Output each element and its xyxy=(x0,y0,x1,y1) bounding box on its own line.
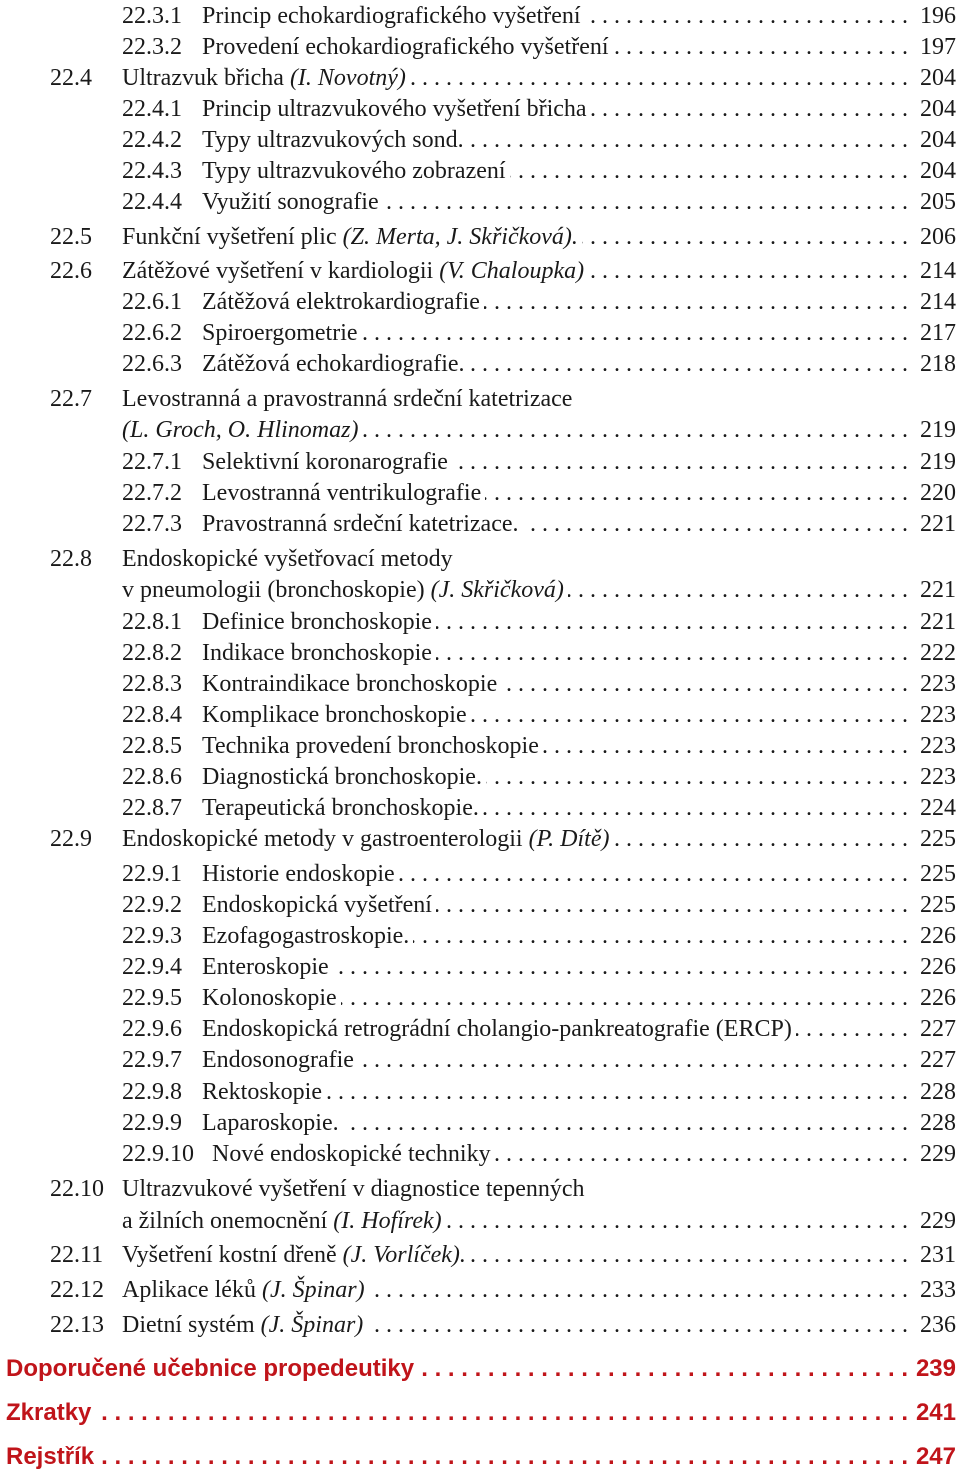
section-title: Nové endoskopické techniky xyxy=(212,1141,491,1167)
toc-entry[interactable] xyxy=(122,1076,956,1108)
page-number: 223 xyxy=(920,702,956,728)
dot-leader xyxy=(362,414,908,446)
section-title: Ultrazvuk břicha (I. Novotný) xyxy=(122,65,406,91)
toc-entry[interactable] xyxy=(122,446,956,478)
section-number: 22.9.1 xyxy=(122,861,182,887)
toc-entry[interactable] xyxy=(50,543,956,575)
section-number: 22.7.3 xyxy=(122,511,182,537)
section-title: Využití sonografie xyxy=(202,189,379,215)
section-title: Diagnostická bronchoskopie. xyxy=(202,764,482,790)
page-number: 214 xyxy=(920,289,956,315)
page-number: 223 xyxy=(920,733,956,759)
toc-entry[interactable] xyxy=(50,1309,956,1341)
page-number: 219 xyxy=(920,417,956,443)
toc-entry[interactable] xyxy=(122,606,956,638)
section-number: 22.10 xyxy=(50,1176,104,1202)
section-number: 22.9.10 xyxy=(122,1141,194,1167)
dot-leader xyxy=(585,0,908,32)
section-number: 22.6 xyxy=(50,258,92,284)
dot-leader xyxy=(343,1107,908,1139)
section-number: 22.5 xyxy=(50,224,92,250)
toc-entry[interactable] xyxy=(122,477,956,509)
toc-entry[interactable] xyxy=(122,668,956,700)
dot-leader xyxy=(452,446,908,478)
dot-leader xyxy=(367,1309,908,1341)
toc-entry[interactable] xyxy=(122,317,956,349)
section-number: 22.11 xyxy=(50,1242,104,1268)
section-number: 22.8.5 xyxy=(122,733,182,759)
toc-entry[interactable] xyxy=(122,1107,956,1139)
section-title: Zátěžové vyšetření v kardiologii (V. Chaloupka) xyxy=(122,258,585,284)
toc-entry[interactable] xyxy=(122,858,956,890)
toc-entry[interactable] xyxy=(50,62,956,94)
section-title: Selektivní koronarografie xyxy=(202,449,448,475)
dot-leader xyxy=(341,982,908,1014)
section-title: Endoskopické metody v gastroenterologii (P. Dítě) xyxy=(122,826,610,852)
section-number: 22.8.4 xyxy=(122,702,182,728)
page-number: 196 xyxy=(920,3,956,29)
toc-entry[interactable] xyxy=(6,1397,956,1437)
section-title: Komplikace bronchoskopie xyxy=(202,702,467,728)
section-title: Laparoskopie. xyxy=(202,1110,339,1136)
dot-leader xyxy=(485,477,908,509)
section-title: Typy ultrazvukového zobrazení xyxy=(202,158,506,184)
toc-entry[interactable] xyxy=(122,1044,956,1076)
toc-entry[interactable] xyxy=(122,792,956,824)
section-title xyxy=(122,414,358,446)
section-number: 22.4.2 xyxy=(122,127,182,153)
section-title: Indikace bronchoskopie xyxy=(202,640,432,666)
section-number: 22.9.8 xyxy=(122,1079,182,1105)
section-title: Ultrazvukové vyšetření v diagnostice tepenných xyxy=(122,1176,585,1202)
section-number: 22.8 xyxy=(50,546,92,572)
dot-leader xyxy=(362,317,908,349)
section-title: Endosonografie xyxy=(202,1047,354,1073)
section-title: Ezofagogastroskopie. xyxy=(202,923,410,949)
dot-leader xyxy=(418,1353,908,1385)
section-number: 22.8.3 xyxy=(122,671,182,697)
dot-leader xyxy=(469,348,908,380)
toc-entry[interactable] xyxy=(122,155,956,187)
dot-leader xyxy=(483,792,908,824)
section-title: Princip echokardiografického vyšetření xyxy=(202,3,581,29)
toc-entry[interactable] xyxy=(122,951,956,983)
toc-entry[interactable] xyxy=(50,1205,956,1237)
toc-entry[interactable] xyxy=(122,889,956,921)
section-number: 22.6.2 xyxy=(122,320,182,346)
page-number: 223 xyxy=(920,671,956,697)
section-title: v pneumologii (bronchoskopie) (J. Skřičková) xyxy=(122,577,564,603)
toc-entry[interactable] xyxy=(122,508,956,540)
section-title: Terapeutická bronchoskopie. xyxy=(202,795,479,821)
dot-leader xyxy=(369,1274,908,1306)
page-number: 214 xyxy=(920,258,956,284)
section-title: Levostranná ventrikulografie xyxy=(202,480,482,506)
page-number: 206 xyxy=(920,224,956,250)
section-number: 22.4.4 xyxy=(122,189,182,215)
section-title: a žilních onemocnění (I. Hofírek) xyxy=(122,1208,442,1234)
section-title: Definice bronchoskopie xyxy=(202,609,432,635)
page-number: 229 xyxy=(920,1141,956,1167)
section-number: 22.8.1 xyxy=(122,609,182,635)
dot-leader xyxy=(588,255,908,287)
section-number: 22.9.7 xyxy=(122,1047,182,1073)
toc-entry[interactable] xyxy=(6,1441,956,1481)
section-author: (I. Hofírek) xyxy=(333,1208,442,1234)
toc-entry[interactable] xyxy=(50,383,956,415)
section-number: 22.4 xyxy=(50,65,92,91)
section-title: Typy ultrazvukových sond. xyxy=(202,127,464,153)
section-title: Kontraindikace bronchoskopie xyxy=(202,671,498,697)
dot-leader xyxy=(470,1239,908,1271)
page-number: 236 xyxy=(920,1312,956,1338)
page-number: 222 xyxy=(920,640,956,666)
section-number: 22.12 xyxy=(50,1277,104,1303)
section-number: 22.9.6 xyxy=(122,1016,182,1042)
page-number: 229 xyxy=(920,1208,956,1234)
page-number: 239 xyxy=(915,1355,956,1382)
section-author: (V. Chaloupka) xyxy=(439,258,585,284)
dot-leader xyxy=(446,1205,908,1237)
section-number: 22.9.9 xyxy=(122,1110,182,1136)
toc-entry[interactable] xyxy=(50,255,956,287)
section-title: Endoskopická vyšetření xyxy=(202,892,432,918)
section-author: (J. Skřičková) xyxy=(430,577,564,603)
section-number: 22.8.7 xyxy=(122,795,182,821)
toc-entry[interactable] xyxy=(122,286,956,318)
section-title: Levostranná a pravostranná srdeční katetrizace xyxy=(122,386,573,412)
page-number: 226 xyxy=(920,985,956,1011)
section-number: 22.9.5 xyxy=(122,985,182,1011)
section-title: Rejstřík xyxy=(6,1443,95,1470)
section-number: 22.6.3 xyxy=(122,351,182,377)
section-author: (J. Špinar) xyxy=(260,1312,364,1338)
dot-leader xyxy=(326,1076,908,1108)
toc-entry[interactable] xyxy=(122,1138,956,1170)
toc-entry[interactable] xyxy=(50,1239,956,1271)
section-title: Provedení echokardiografického vyšetření xyxy=(202,34,609,60)
page-number: 221 xyxy=(920,511,956,537)
section-title: Kolonoskopie xyxy=(202,985,337,1011)
section-title: Zkratky xyxy=(6,1399,92,1426)
dot-leader xyxy=(436,889,908,921)
page-number: 223 xyxy=(920,764,956,790)
page-number: 197 xyxy=(920,34,956,60)
page-number: 220 xyxy=(920,480,956,506)
toc-entry[interactable] xyxy=(122,920,956,952)
section-title: Rektoskopie xyxy=(202,1079,322,1105)
page-number: 204 xyxy=(920,65,956,91)
page-number: 226 xyxy=(920,923,956,949)
page-number: 228 xyxy=(920,1110,956,1136)
page-number: 225 xyxy=(920,826,956,852)
dot-leader xyxy=(543,730,908,762)
toc-entry[interactable] xyxy=(50,823,956,855)
section-title: Spiroergometrie xyxy=(202,320,358,346)
page-number: 218 xyxy=(920,351,956,377)
dot-leader xyxy=(591,93,908,125)
section-title: Endoskopické vyšetřovací metody xyxy=(122,546,453,572)
page-number: 205 xyxy=(920,189,956,215)
toc-entry[interactable] xyxy=(122,761,956,793)
page-number: 225 xyxy=(920,892,956,918)
toc-entry[interactable] xyxy=(122,699,956,731)
section-title: Technika provedení bronchoskopie xyxy=(202,733,539,759)
page-number: 241 xyxy=(915,1399,956,1426)
dot-leader xyxy=(582,221,908,253)
section-title: Princip ultrazvukového vyšetření břicha xyxy=(202,96,587,122)
section-title: Aplikace léků (J. Špinar) xyxy=(122,1277,365,1303)
dot-leader xyxy=(358,1044,908,1076)
section-number: 22.3.1 xyxy=(122,3,182,29)
toc-entry[interactable] xyxy=(122,1013,956,1045)
section-number: 22.9.4 xyxy=(122,954,182,980)
dot-leader xyxy=(436,637,908,669)
section-number: 22.6.1 xyxy=(122,289,182,315)
page-number: 204 xyxy=(920,127,956,153)
toc-entry[interactable] xyxy=(122,93,956,125)
page-number: 217 xyxy=(920,320,956,346)
page-number: 231 xyxy=(920,1242,956,1268)
page-number: 204 xyxy=(920,96,956,122)
dot-leader xyxy=(410,62,908,94)
page-number: 221 xyxy=(920,577,956,603)
dot-leader xyxy=(523,508,908,540)
dot-leader xyxy=(436,606,908,638)
section-number: 22.9 xyxy=(50,826,92,852)
dot-leader xyxy=(399,858,908,890)
dot-leader xyxy=(98,1441,908,1473)
section-number: 22.13 xyxy=(50,1312,104,1338)
page-number: 247 xyxy=(915,1443,956,1470)
toc-entry[interactable] xyxy=(50,414,956,446)
section-author: (L. Groch, O. Hlinomaz) xyxy=(122,417,359,443)
toc-entry[interactable] xyxy=(122,186,956,218)
section-title: Enteroskopie xyxy=(202,954,329,980)
dot-leader xyxy=(613,31,908,63)
dot-leader xyxy=(510,155,908,187)
toc-entry[interactable] xyxy=(6,1353,956,1393)
page-number: 225 xyxy=(920,861,956,887)
toc-entry[interactable] xyxy=(50,221,956,253)
dot-leader xyxy=(484,286,908,318)
section-author: (J. Špinar) xyxy=(261,1277,365,1303)
toc-entry[interactable] xyxy=(122,348,956,380)
section-number: 22.7.1 xyxy=(122,449,182,475)
section-title: Historie endoskopie xyxy=(202,861,395,887)
page-number: 224 xyxy=(920,795,956,821)
section-title: Doporučené učebnice propedeutiky xyxy=(6,1355,415,1382)
dot-leader xyxy=(495,1138,908,1170)
toc-entry[interactable] xyxy=(50,574,956,606)
section-number: 22.4.1 xyxy=(122,96,182,122)
toc-entry[interactable] xyxy=(122,0,956,32)
section-title: Zátěžová echokardiografie. xyxy=(202,351,465,377)
dot-leader xyxy=(413,920,908,952)
section-title: Pravostranná srdeční katetrizace. xyxy=(202,511,519,537)
dot-leader xyxy=(613,823,908,855)
page-number: 227 xyxy=(920,1047,956,1073)
section-number: 22.9.3 xyxy=(122,923,182,949)
page-number: 228 xyxy=(920,1079,956,1105)
toc-entry[interactable] xyxy=(50,1173,956,1205)
section-author: (I. Novotný) xyxy=(289,65,406,91)
dot-leader xyxy=(796,1013,908,1045)
section-author: (J. Vorlíček). xyxy=(342,1242,466,1268)
section-author: (Z. Merta, J. Skřičková). xyxy=(342,224,578,250)
toc-entry[interactable] xyxy=(122,982,956,1014)
page-number: 221 xyxy=(920,609,956,635)
page-number: 233 xyxy=(920,1277,956,1303)
toc-entry[interactable] xyxy=(122,31,956,63)
section-author: (P. Dítě) xyxy=(528,826,610,852)
section-number: 22.8.6 xyxy=(122,764,182,790)
section-number: 22.4.3 xyxy=(122,158,182,184)
section-number: 22.8.2 xyxy=(122,640,182,666)
section-number: 22.7.2 xyxy=(122,480,182,506)
dot-leader xyxy=(95,1397,908,1429)
dot-leader xyxy=(568,574,908,606)
section-title: Dietní systém (J. Špinar) xyxy=(122,1312,364,1338)
section-number: 22.9.2 xyxy=(122,892,182,918)
dot-leader xyxy=(383,186,908,218)
dot-leader xyxy=(486,761,908,793)
dot-leader xyxy=(333,951,908,983)
dot-leader xyxy=(501,668,908,700)
toc-entry[interactable] xyxy=(50,1274,956,1306)
dot-leader xyxy=(471,699,908,731)
page-number: 226 xyxy=(920,954,956,980)
dot-leader xyxy=(468,124,908,156)
toc-entry[interactable] xyxy=(122,124,956,156)
page-number: 204 xyxy=(920,158,956,184)
section-number: 22.3.2 xyxy=(122,34,182,60)
page-number: 227 xyxy=(920,1016,956,1042)
section-title: Endoskopická retrográdní cholangio-pankreatografie (ERCP) xyxy=(202,1016,792,1042)
section-title: Vyšetření kostní dřeně (J. Vorlíček). xyxy=(122,1242,466,1268)
section-title: Zátěžová elektrokardiografie xyxy=(202,289,480,315)
toc-entry[interactable] xyxy=(122,637,956,669)
page-number: 219 xyxy=(920,449,956,475)
section-title: Funkční vyšetření plic (Z. Merta, J. Skřičková). xyxy=(122,224,578,250)
toc-entry[interactable] xyxy=(122,730,956,762)
section-number: 22.7 xyxy=(50,386,92,412)
